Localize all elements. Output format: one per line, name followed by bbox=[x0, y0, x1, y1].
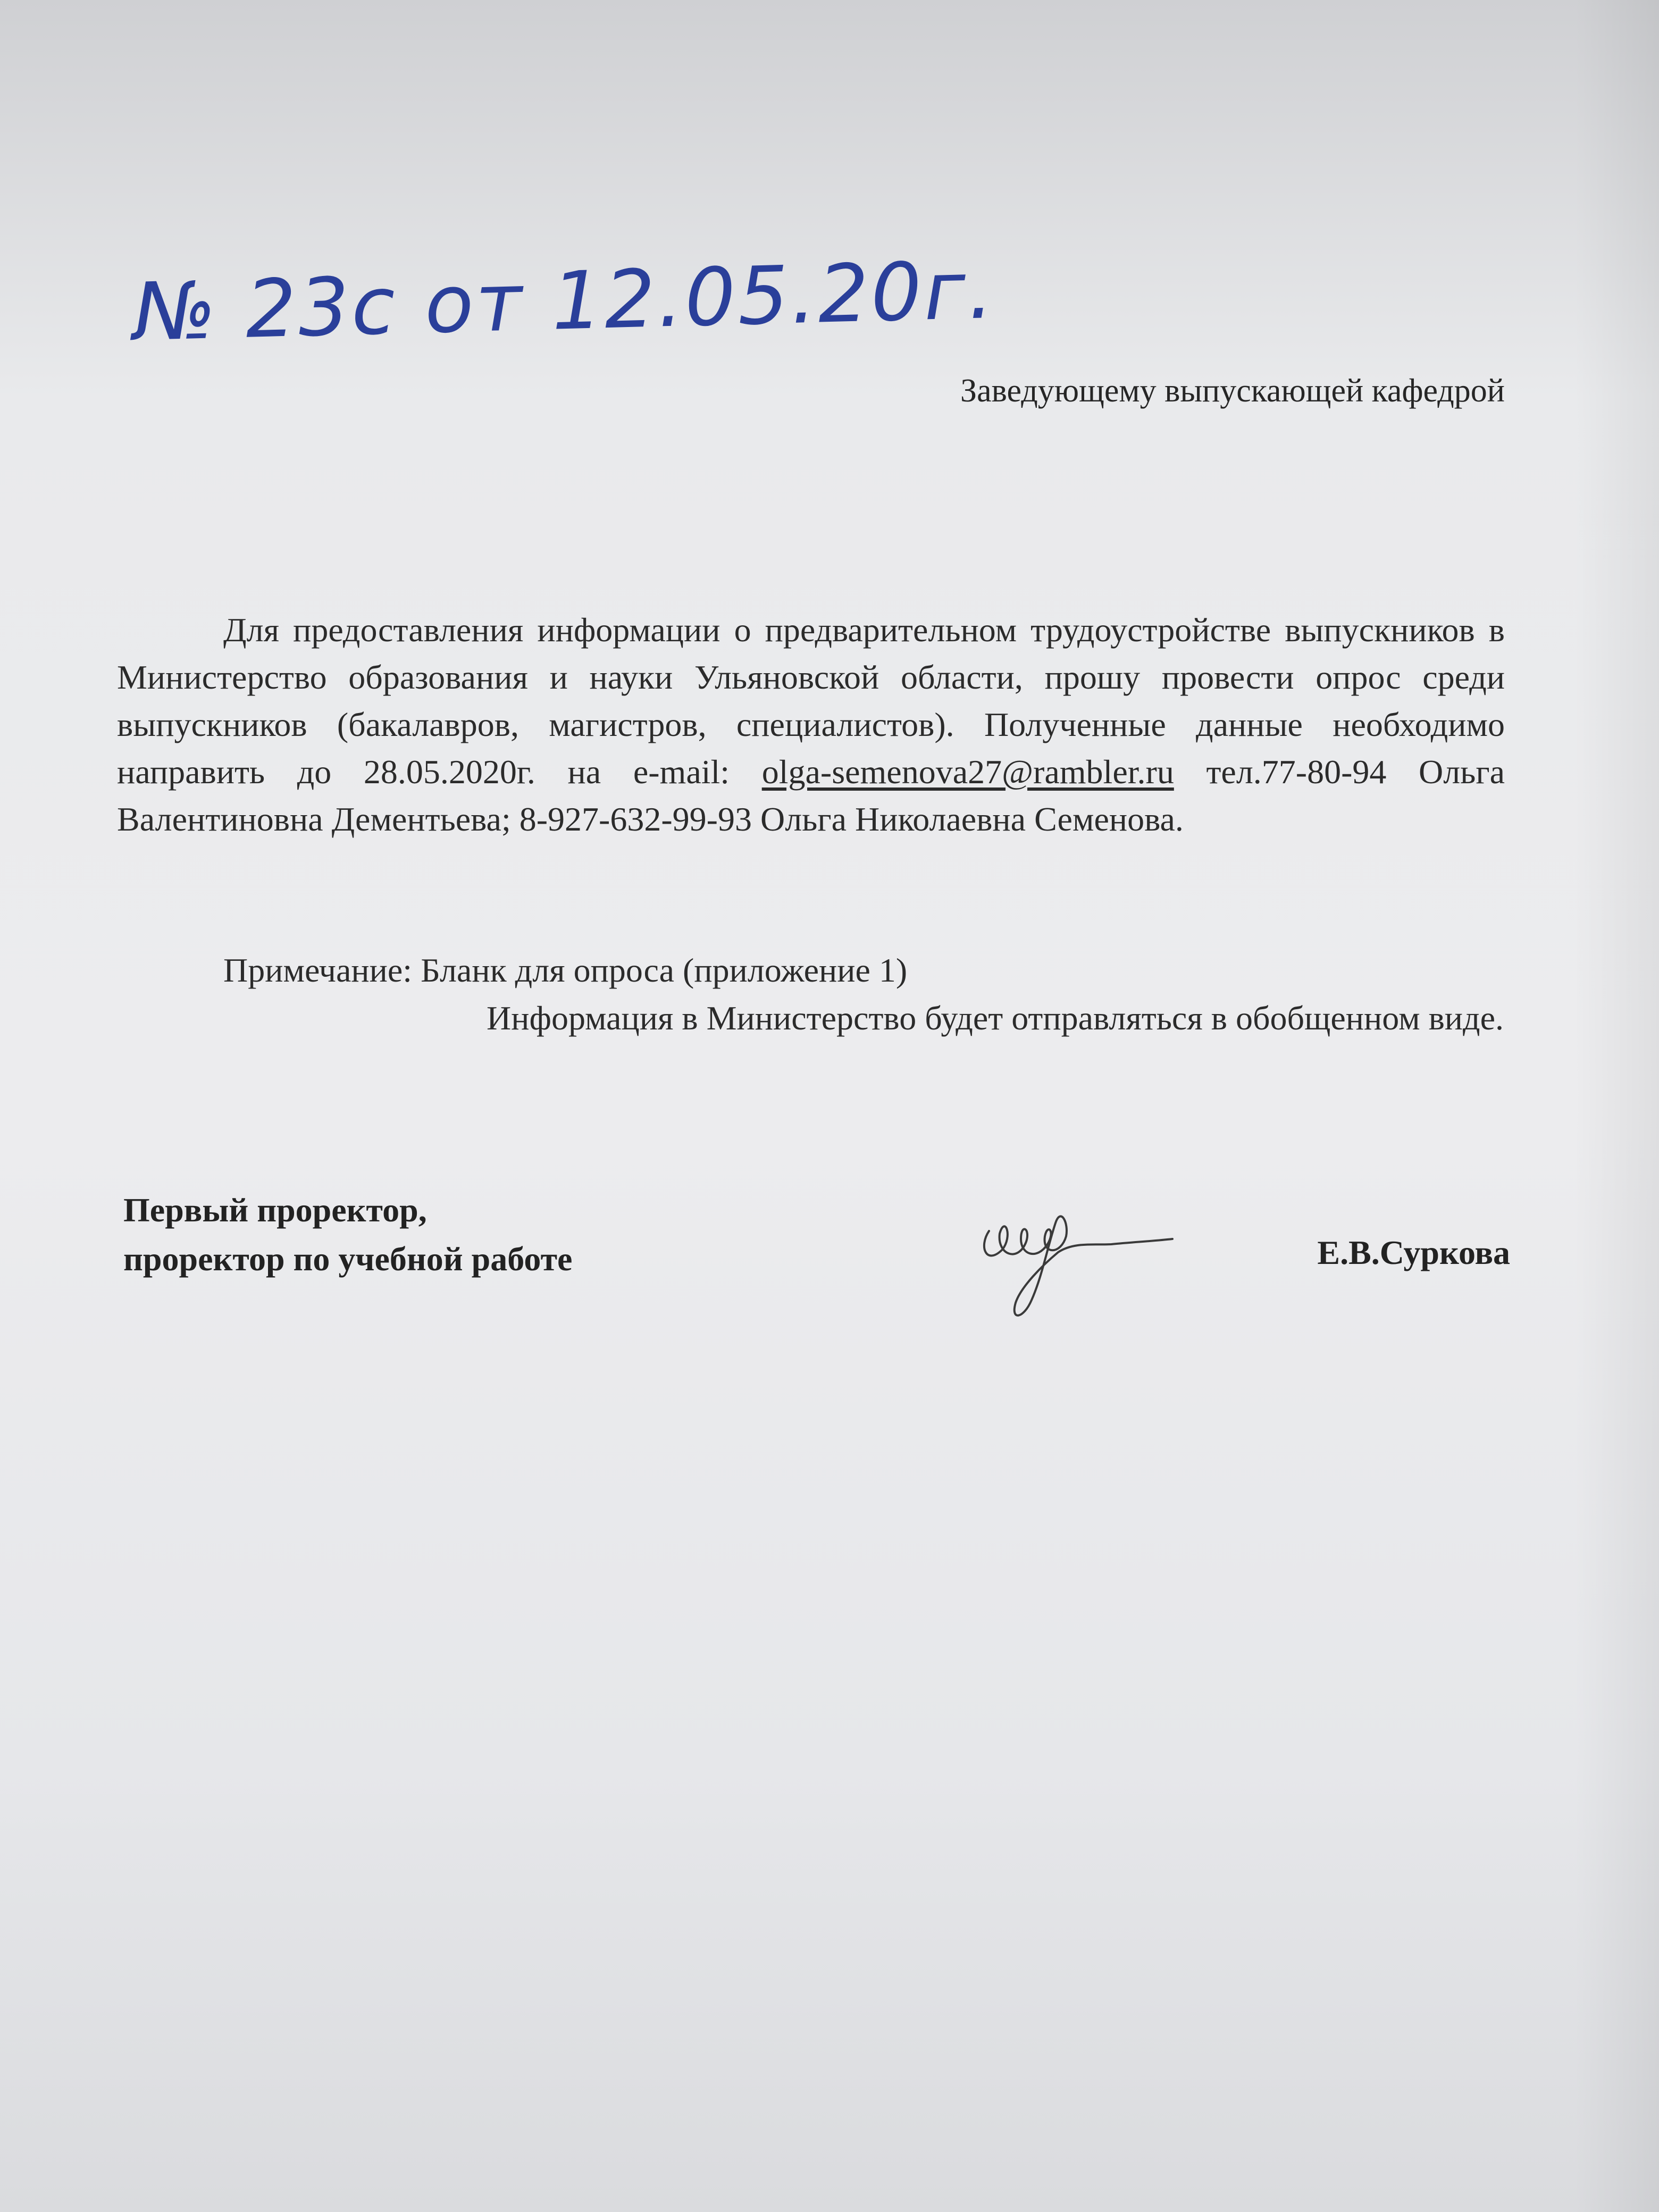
body-text-part1: Для предоставления информации о предварительном трудоустройстве выпускников в Министерство образования и науки Ульяновской области, прошу провести опрос среди выпускников (бакалавров, магистров, специалистов). Полученные данные необходимо направить до 28.05.2020г. на e-mail: bbox=[117, 611, 1505, 791]
signatory-position-line1: Первый проректор, bbox=[123, 1191, 427, 1229]
signatory-position bbox=[123, 1186, 708, 1284]
body-text-part2: тел.77-80-94 Ольга Валентиновна Дементьева; 8-927-632-99-93 Ольга Николаевна Семенова. bbox=[117, 753, 1505, 838]
page-shadow bbox=[1574, 0, 1659, 2212]
handwritten-registration-number: № 23с от 12.05.20г. bbox=[131, 244, 996, 359]
signatory-position-line2: проректор по учебной работе bbox=[123, 1240, 573, 1278]
handwritten-signature bbox=[968, 1186, 1191, 1329]
note-text: Информация в Министерство будет отправляться в обобщенном виде. bbox=[487, 999, 1504, 1037]
note-label-line: Примечание: Бланк для опроса (приложение 1) bbox=[223, 951, 908, 989]
signatory-name: Е.В.Суркова bbox=[1317, 1234, 1510, 1271]
body-paragraph bbox=[117, 606, 1505, 843]
addressee-line: Заведующему выпускающей кафедрой bbox=[960, 373, 1505, 409]
email-link[interactable]: olga-semenova27@rambler.ru bbox=[761, 753, 1174, 791]
